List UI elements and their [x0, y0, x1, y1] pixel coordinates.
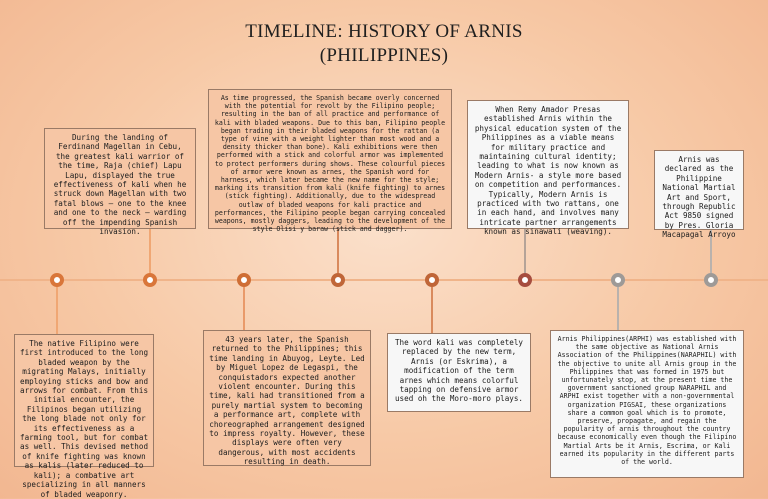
event-box-magellan-landing: During the landing of Ferdinand Magellan in Cebu, the greatest kali warrior of the time, Raja (chief) Lapu Lapu, displayed the true effectiveness of kali when he struck down Magellan with two fatal blows – one to the knee and one to the neck – warding off the impending Spanish invasion.: [44, 128, 196, 229]
timeline-connector: [431, 287, 433, 333]
timeline-connector: [149, 229, 151, 273]
event-box-arnis-term: The word kali was completely replaced by the new term, Arnis (or Eskrima), a modification of the term arnes which means colorful tapping on defensive armor used oh the Moro-moro plays.: [387, 333, 531, 412]
timeline-node: [237, 273, 251, 287]
timeline-node: [425, 273, 439, 287]
timeline-node: [704, 273, 718, 287]
event-box-modern-arnis: When Remy Amador Presas established Arnis within the physical education system of the Philippines as a viable means for military practice and maintaining cultural identity; leading to what is now known as Modern Arnis- a style more based on competition and performances. Typically, Modern Arnis is practiced with two rattans, one in each hand, and involves many intricate partner arrangements known as sinawali (weaving).: [467, 100, 629, 229]
event-box-native-filipino: The native Filipino were first introduced to the long bladed weapon by the migrating Malays, initially employing sticks and bow and arrows for combat. From this initial encounter, the Filipinos began utilizing the long blade not only for its effectiveness as a farming tool, but for combat as well. This devised method of knife fighting was known as kalis (later reduced to kali); a combative art specializing in all manners of bladed weaponry.: [14, 334, 154, 467]
event-box-kali-ban: As time progressed, the Spanish became overly concerned with the potential for revolt by the Filipino people; resulting in the ban of all practice and performance of kali with bladed weapons. Due to this ban, Filipino people began trading in their bladed weapons for the rattan (a type of vine with a weight lighter than most wood and a density thicker than bone). Kali exhibitions were then performed with a stick and colorful armor was implemented to protect performers during shows. These colourful pieces of armor were known as arnes, the Spanish word for harness, which later became the new name for the style; marking its transition from kali (knife fighting) to arnes (stick fighting). Additionally, due to the widespread outlaw of bladed weapons for kali practice and performances, the Filipino people began carrying concealed weapons, mostly daggers, leading to the development of the style Olisi y baraw (stick and dagger).: [208, 89, 452, 229]
title-line-1: TIMELINE: HISTORY OF ARNIS: [245, 21, 523, 42]
timeline-connector: [56, 287, 58, 334]
timeline-node: [611, 273, 625, 287]
timeline-node: [143, 273, 157, 287]
timeline-connector: [617, 287, 619, 330]
timeline-axis: [0, 279, 768, 281]
timeline-connector: [337, 229, 339, 273]
timeline-node: [331, 273, 345, 287]
page-title: [0, 20, 768, 68]
title-line-2: (PHILIPPINES): [319, 45, 449, 66]
event-box-national-martial-art: Arnis was declared as the Philippine National Martial Art and Sport, through Republic Act 9850 signed by Pres. Gloria Macapagal Arroyo: [654, 150, 744, 230]
timeline-node: [518, 273, 532, 287]
timeline-node: [50, 273, 64, 287]
timeline-connector: [243, 287, 245, 330]
event-box-spanish-return: 43 years later, the Spanish returned to the Philippines; this time landing in Abuyog, Leyte. Led by Miguel Lopez de Legaspi, the conquistadors expected another violent encounter. During this time, kali had transitioned from a purely martial system to becoming a performance art, complete with choreographed arrangement designed to impress royalty. However, these displays were often very dangerous, with most accidents resulting in death.: [203, 330, 371, 466]
event-box-arphi: Arnis Philippines(ARPHI) was established with the same objective as National Arnis Association of the Philippines(NARAPHIL) with the objective to unite all Arnis group in the Philippines that was formed in 1975 but unfortunately stop, at the present time the government sanctioned group NARAPHIL and ARPHI exist together with a non-governmental organization PIGSAI, these organizations share a common goal which is to promote, preserve, propagate, and regain the popularity of arnis throughout the country because economically even though the Filipino Martial Arts be it Arnis, Escrima, or Kali earned its popularity in the different parts of the world.: [550, 330, 744, 478]
